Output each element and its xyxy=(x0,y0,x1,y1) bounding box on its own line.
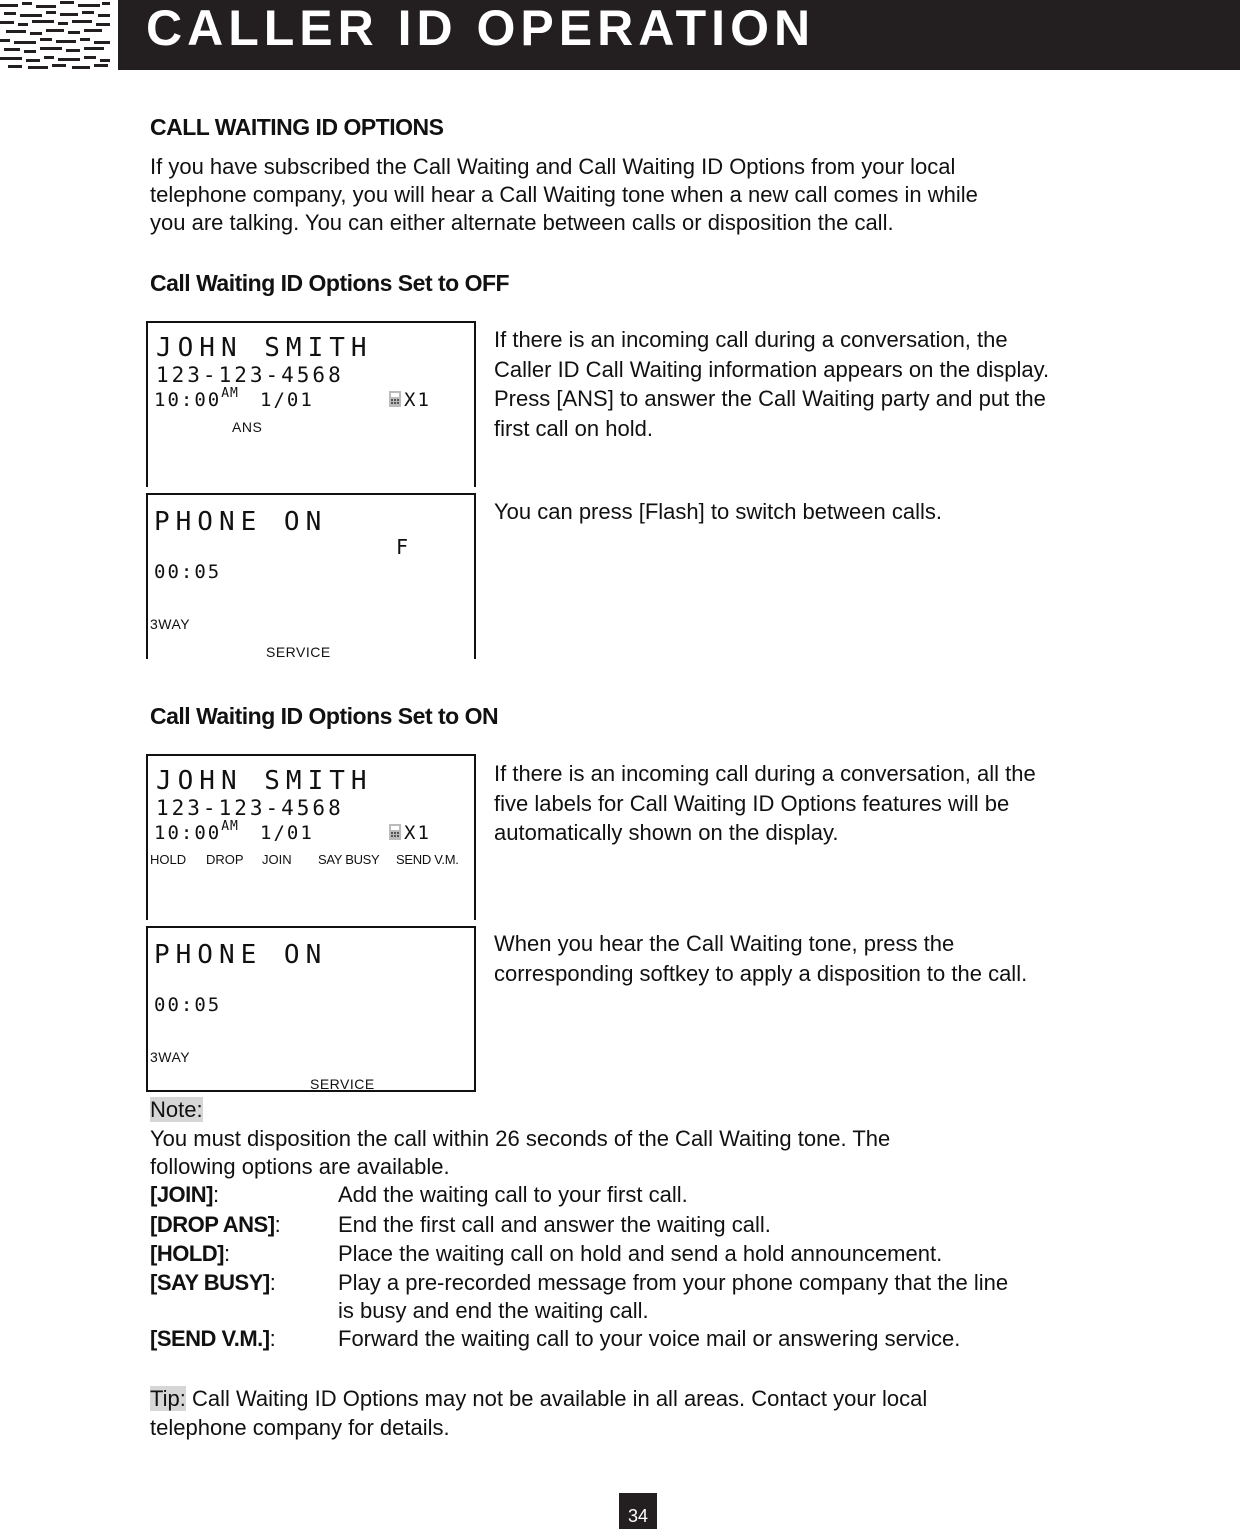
tip-line: telephone company for details. xyxy=(150,1415,450,1440)
option-description-line: is busy and end the waiting call. xyxy=(338,1298,649,1323)
option-description: End the first call and answer the waiting call. xyxy=(338,1212,771,1237)
lcd-display-on-active xyxy=(146,926,476,1092)
option-key-label: [DROP ANS] xyxy=(150,1212,275,1237)
description-line: corresponding softkey to apply a disposition to the call. xyxy=(494,960,1028,986)
description-line: automatically shown on the display. xyxy=(494,820,839,845)
option-description: Add the waiting call to your first call. xyxy=(338,1182,688,1207)
call-time xyxy=(154,819,239,844)
header-bar xyxy=(118,0,1240,70)
softkey-3way[interactable]: 3WAY xyxy=(150,616,191,632)
option-separator: : xyxy=(213,1182,219,1207)
softkey-service[interactable]: SERVICE xyxy=(266,644,331,660)
call-count: X1 xyxy=(404,822,431,844)
softkey-service[interactable]: SERVICE xyxy=(310,1076,375,1092)
tip-line xyxy=(150,1384,1130,1413)
section-title: CALL WAITING ID OPTIONS xyxy=(150,114,444,140)
option-key-label: [SAY BUSY] xyxy=(150,1270,270,1295)
softkey-hold[interactable]: HOLD xyxy=(150,852,187,867)
tip-paragraph xyxy=(150,1384,1130,1442)
intro-line: If you have subscribed the Call Waiting and Call Waiting ID Options from your local xyxy=(150,154,956,179)
call-date: 1/01 xyxy=(260,389,314,411)
option-description xyxy=(338,1269,1128,1325)
ampm-indicator: AM xyxy=(221,819,239,834)
option-key-label: [JOIN] xyxy=(150,1182,213,1207)
description-line: Caller ID Call Waiting information appears on the display. xyxy=(494,356,1050,382)
call-time xyxy=(154,386,239,411)
softkey-3way[interactable]: 3WAY xyxy=(150,1049,191,1065)
option-hold xyxy=(150,1240,1130,1268)
note-label-text: Note: xyxy=(150,1097,203,1122)
option-say-busy xyxy=(150,1269,1130,1325)
handset-icon xyxy=(388,823,402,841)
phone-status: PHONE ON xyxy=(154,940,328,970)
tip-label: Tip: xyxy=(150,1386,186,1411)
softkey-join[interactable]: JOIN xyxy=(262,852,292,867)
call-timer: 00:05 xyxy=(154,561,222,583)
lcd-display-off-incoming xyxy=(146,321,476,487)
note-paragraph xyxy=(150,1125,1130,1181)
caller-number: 123-123-4568 xyxy=(156,363,344,387)
option-key xyxy=(150,1211,280,1239)
page-number: 34 xyxy=(619,1493,657,1529)
tip-text: Call Waiting ID Options may not be available in all areas. Contact your local xyxy=(185,1386,928,1411)
option-key-label: [HOLD] xyxy=(150,1241,224,1266)
softkey-send-vm[interactable]: SEND V.M. xyxy=(396,852,459,867)
description-line: If there is an incoming call during a conversation, all the xyxy=(494,761,1036,786)
description-line: When you hear the Call Waiting tone, press the xyxy=(494,931,955,956)
off-description-2: You can press [Flash] to switch between calls. xyxy=(494,499,942,524)
option-drop-ans xyxy=(150,1211,1130,1239)
off-description-1 xyxy=(494,325,1134,443)
intro-paragraph xyxy=(150,153,1130,237)
caller-name: JOHN SMITH xyxy=(156,766,373,796)
note-label xyxy=(150,1096,203,1124)
call-count: X1 xyxy=(404,389,431,411)
description-line: If there is an incoming call during a conversation, the xyxy=(494,327,1008,352)
caller-number: 123-123-4568 xyxy=(156,796,344,820)
softkey-ans[interactable]: ANS xyxy=(232,419,263,435)
on-section-title: Call Waiting ID Options Set to ON xyxy=(150,703,499,729)
description-line: five labels for Call Waiting ID Options features will be xyxy=(494,790,1010,816)
option-key xyxy=(150,1269,275,1297)
note-line: You must disposition the call within 26 seconds of the Call Waiting tone. The xyxy=(150,1126,891,1151)
option-description: Place the waiting call on hold and send a hold announcement. xyxy=(338,1241,943,1266)
note-line: following options are available. xyxy=(150,1154,450,1179)
option-description: Forward the waiting call to your voice mail or answering service. xyxy=(338,1326,961,1351)
lcd-display-on-incoming xyxy=(146,754,476,920)
lcd-display-off-active xyxy=(146,493,476,659)
phone-status: PHONE ON xyxy=(154,507,328,537)
handset-icon xyxy=(388,390,402,408)
description-line: first call on hold. xyxy=(494,415,653,441)
softkey-drop[interactable]: DROP xyxy=(206,852,244,867)
intro-line: telephone company, you will hear a Call Waiting tone when a new call comes in while xyxy=(150,182,978,207)
header-logo-pattern-icon xyxy=(0,0,110,70)
caller-name: JOHN SMITH xyxy=(156,333,373,363)
option-key xyxy=(150,1240,230,1268)
ampm-indicator: AM xyxy=(221,386,239,401)
call-time-value: 10:00 xyxy=(154,822,222,844)
option-separator: : xyxy=(274,1212,281,1237)
on-description-1 xyxy=(494,759,1134,848)
option-key xyxy=(150,1181,219,1209)
call-date: 1/01 xyxy=(260,822,314,844)
softkey-say-busy[interactable]: SAY BUSY xyxy=(318,852,380,867)
description-line: Press [ANS] to answer the Call Waiting party and put the xyxy=(494,386,1046,411)
option-send-vm xyxy=(150,1325,1130,1353)
option-separator: : xyxy=(223,1241,230,1266)
off-section-title: Call Waiting ID Options Set to OFF xyxy=(150,270,510,296)
call-time-value: 10:00 xyxy=(154,389,222,411)
page-title: CALLER ID OPERATION xyxy=(146,0,816,56)
flash-indicator: F xyxy=(396,535,412,559)
intro-line: you are talking. You can either alternate between calls or disposition the call. xyxy=(150,210,894,235)
option-key-label: [SEND V.M.] xyxy=(150,1326,270,1351)
option-separator: : xyxy=(269,1270,276,1295)
option-description-line: Play a pre-recorded message from your phone company that the line xyxy=(338,1270,1009,1295)
option-key xyxy=(150,1325,275,1353)
option-join xyxy=(150,1181,1130,1209)
on-description-2 xyxy=(494,929,1134,988)
call-timer: 00:05 xyxy=(154,994,222,1016)
option-separator: : xyxy=(269,1326,276,1351)
